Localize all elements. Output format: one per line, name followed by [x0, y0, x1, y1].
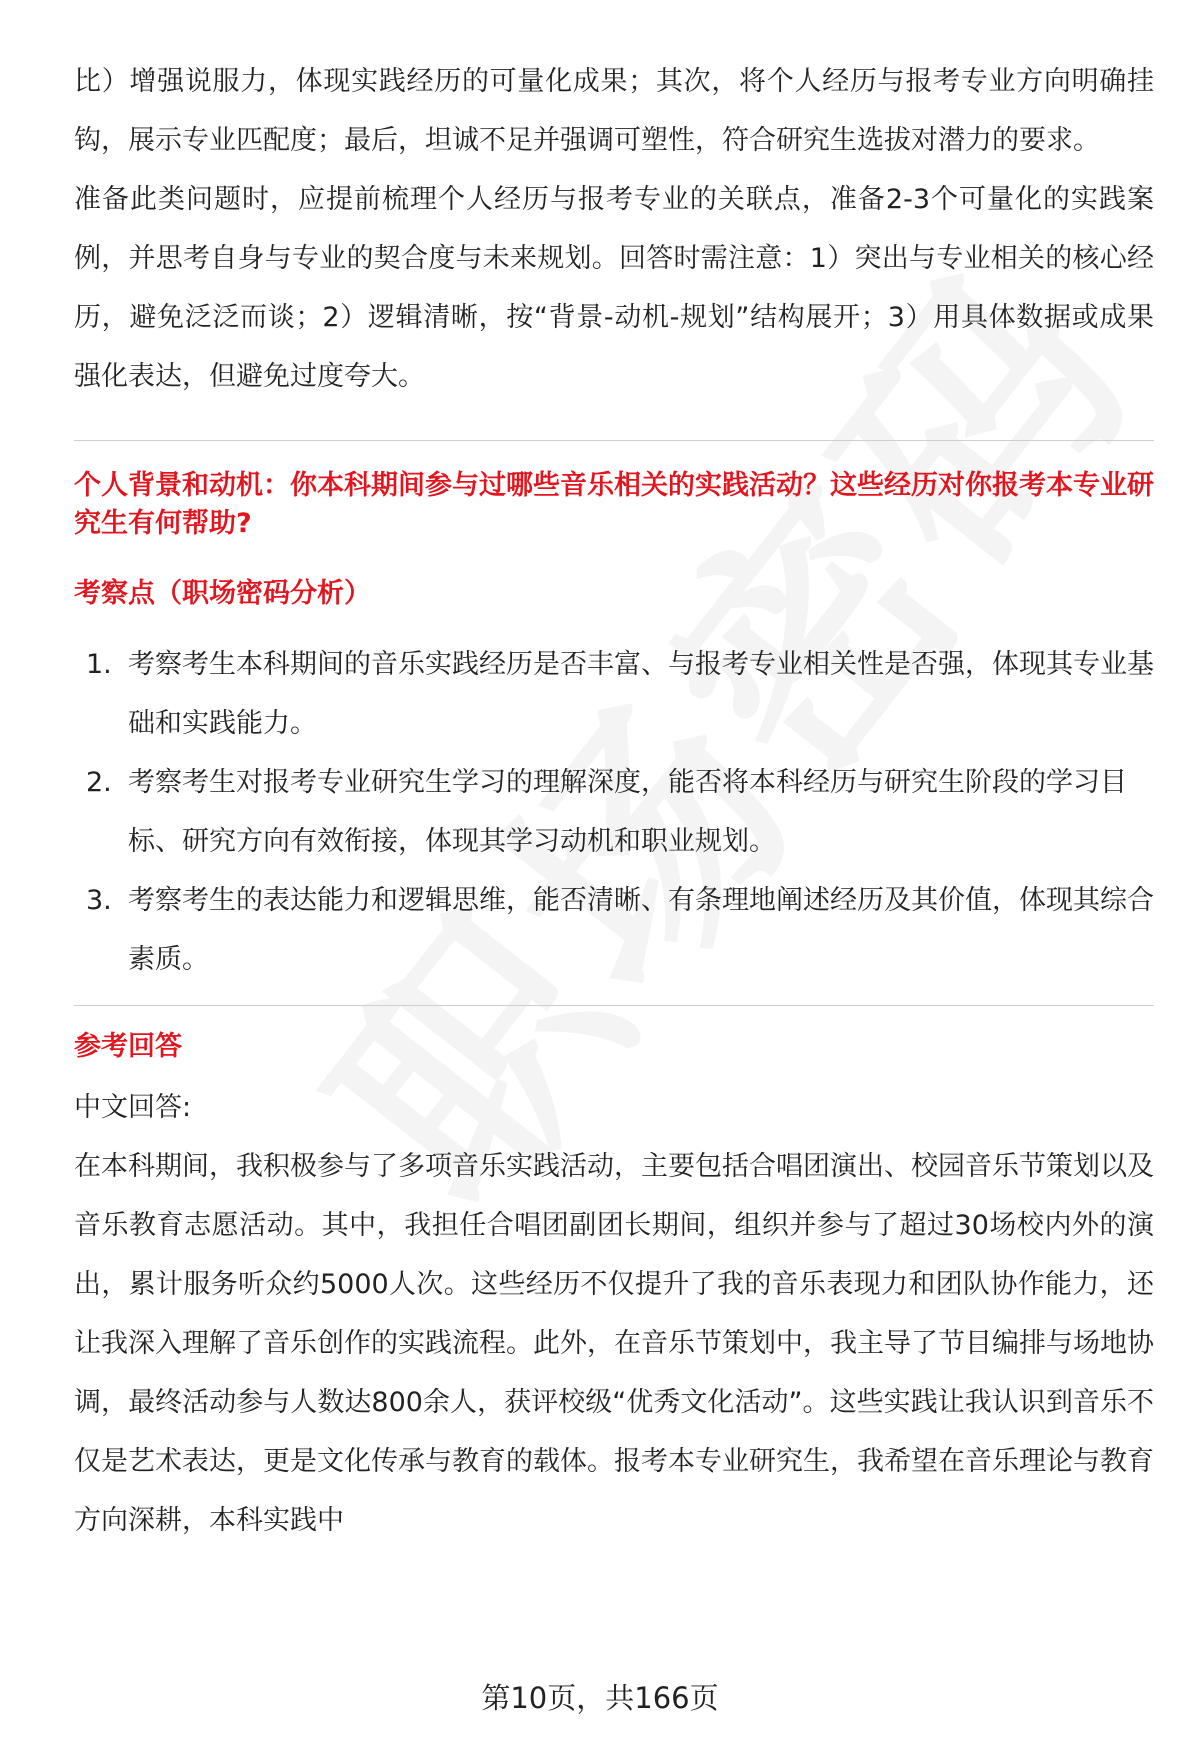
list-item	[74, 871, 1154, 989]
list-item-text: 考察考生对报考专业研究生学习的理解深度，能否将本科经历与研究生阶段的学习目标、研究方向有效衔接，体现其学习动机和职业规划。	[128, 767, 1127, 857]
list-item-text: 考察考生本科期间的音乐实践经历是否丰富、与报考专业相关性是否强，体现其专业基础和实践能力。	[128, 649, 1154, 739]
intro-paragraph-2: 准备此类问题时，应提前梳理个人经历与报考专业的关联点，准备2-3个可量化的实践案例，并思考自身与专业的契合度与未来规划。回答时需注意：1）突出与专业相关的核心经历，避免泛泛而谈；2）逻辑清晰，按“背景-动机-规划”结构展开；3）用具体数据或成果强化表达，但避免过度夸大。	[74, 184, 1154, 392]
question-heading: 个人背景和动机：你本科期间参与过哪些音乐相关的实践活动？这些经历对你报考本专业研究生有何帮助?	[74, 470, 1154, 539]
page-number: 第10页，共166页	[481, 1681, 719, 1715]
list-item-number: 3.	[86, 885, 112, 916]
intro-paragraph-1: 比）增强说服力，体现实践经历的可量化成果；其次，将个人经历与报考专业方向明确挂钩，展示专业匹配度；最后，坦诚不足并强调可塑性，符合研究生选拔对潜力的要求。	[74, 66, 1154, 156]
analysis-list	[74, 635, 1154, 989]
list-item-number: 2.	[86, 767, 112, 798]
answer-body: 在本科期间，我积极参与了多项音乐实践活动，主要包括合唱团演出、校园音乐节策划以及音乐教育志愿活动。其中，我担任合唱团副团长期间，组织并参与了超过30场校内外的演出，累计服务听众约5000人次。这些经历不仅提升了我的音乐表现力和团队协作能力，还让我深入理解了音乐创作的实践流程。此外，在音乐节策划中，我主导了节目编排与场地协调，最终活动参与人数达800余人，获评校级“优秀文化活动”。这些实践让我认识到音乐不仅是艺术表达，更是文化传承与教育的载体。报考本专业研究生，我希望在音乐理论与教育方向深耕，本科实践中	[74, 1151, 1154, 1536]
list-item	[74, 753, 1154, 871]
answer-heading: 参考回答	[74, 1031, 182, 1062]
list-item-text: 考察考生的表达能力和逻辑思维，能否清晰、有条理地阐述经历及其价值，体现其综合素质。	[128, 885, 1154, 975]
list-item	[74, 635, 1154, 753]
analysis-heading: 考察点（职场密码分析）	[74, 578, 371, 609]
answer-label: 中文回答:	[74, 1092, 192, 1123]
document-page	[74, 52, 1154, 1550]
list-item-number: 1.	[86, 649, 112, 680]
